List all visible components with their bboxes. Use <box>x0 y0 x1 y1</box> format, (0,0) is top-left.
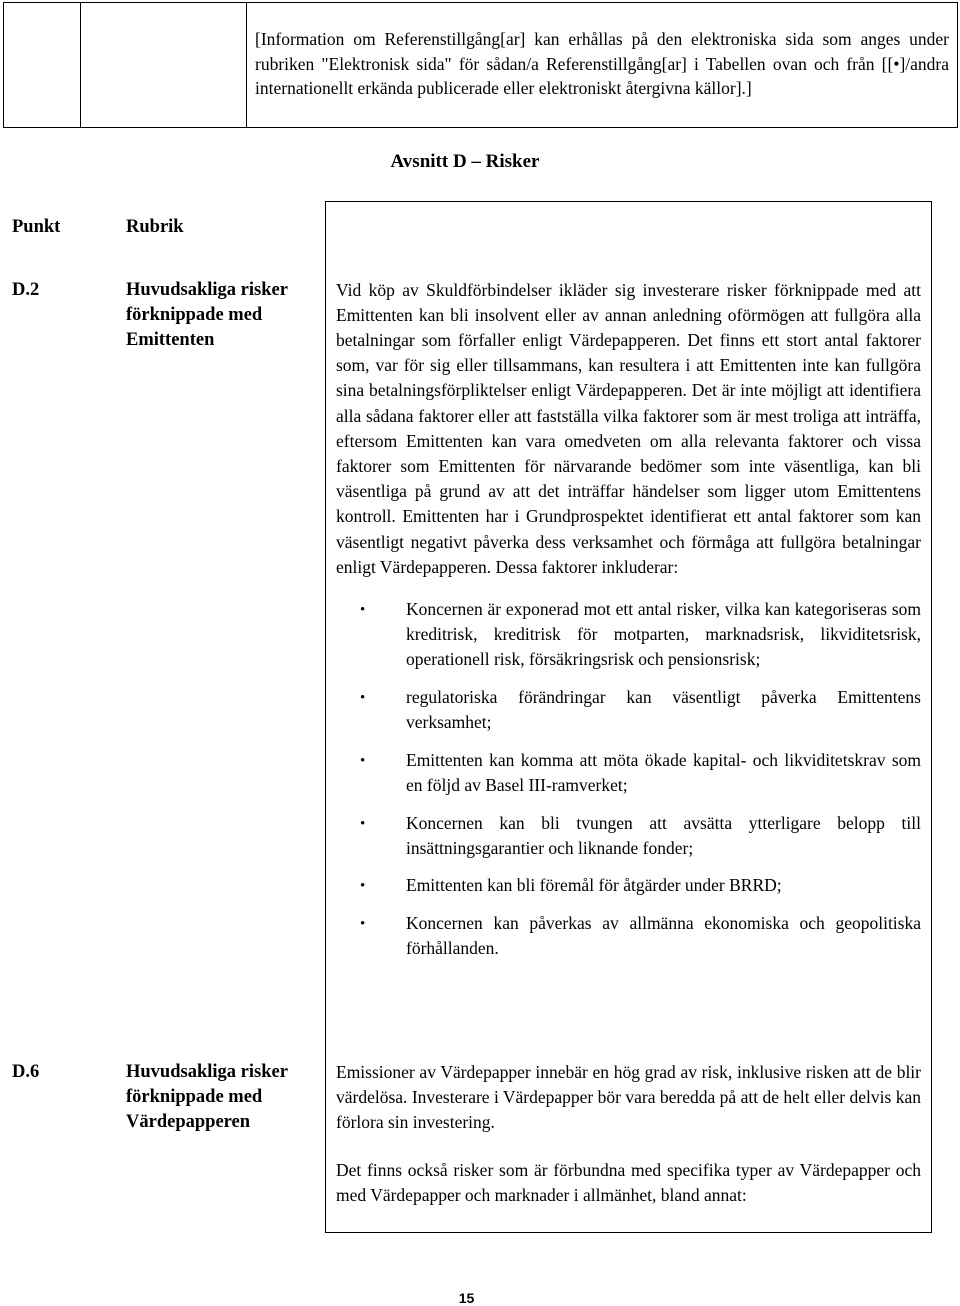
table-row-d2 <box>3 267 932 1057</box>
list-item: • Koncernen är exponerad mot ett antal risker, vilka kan kategoriseras som kreditrisk, kreditrisk för motparten, marknadsrisk, likviditetsrisk, operationell risk, försäkringsrisk och pensionsrisk; <box>360 598 921 670</box>
row-d6-punkt: D.6 <box>12 1061 40 1082</box>
bullet-icon: • <box>360 815 366 832</box>
risk-table <box>3 201 932 1233</box>
header-rubrik: Rubrik <box>126 216 184 237</box>
row-d2-rubrik: Huvudsakliga risker förknippade med Emittenten <box>126 279 288 351</box>
list-item: • Koncernen kan påverkas av allmänna ekonomiska och geopolitiska förhållanden. <box>360 912 921 959</box>
row-d2-punkt: D.2 <box>12 279 40 300</box>
bullet-icon: • <box>360 601 366 618</box>
bullet-icon: • <box>360 752 366 769</box>
bullet-icon: • <box>360 915 366 932</box>
table-row-d6 <box>3 1057 932 1233</box>
bullet-icon: • <box>360 878 366 895</box>
top-note-empty-cell-2 <box>81 3 247 128</box>
list-item: • Emittenten kan bli föremål för åtgärder under BRRD; <box>336 873 921 898</box>
top-note-table <box>3 2 958 128</box>
row-d6-paragraph-1: Emissioner av Värdepapper innebär en hög grad av risk, inklusive risken att de blir värdelösa. Investerare i Värdepapper bör vara beredda på att de helt eller delvis kan förlora sin investering. <box>336 1061 921 1132</box>
row-d2-paragraph: Vid köp av Skuldförbindelser ikläder sig investerare risker förknippade med att Emittenten kan bli insolvent eller av annan anledning oförmögen att fullgöra alla betalningar som förfaller enligt Värdepapperen. Det finns ett stort antal faktorer som, var för sig eller tillsammans, kan resultera i att Emittenten inte kan fullgöra sina betalningsförpliktelser enligt Värdepapperen. Det är inte möjligt att identifiera alla sådana faktorer eller att fastställa vilka faktorer som är mest troliga att inträffa, eftersom Emittenten kan vara omedveten om alla relevanta faktorer och vissa faktorer som Emittenten för närvarande bedömer som inte väsentliga, kan bli väsentliga på grund av att det inträffar händelser som ligger utom Emittentens kontroll. Emittenten har i Grundprospektet identifierat ett antal faktorer som kan väsentligt negativt påverka dess verksamhet och förmåga att fullgöra betalningar enligt Värdepapperen. Dessa faktorer inkluderar: <box>336 279 921 577</box>
header-empty-cell <box>326 202 932 267</box>
top-note-empty-cell-1 <box>4 3 81 128</box>
page-number: 15 <box>458 1290 475 1306</box>
list-item: • Emittenten kan komma att möta ökade kapital- och likviditetskrav som en följd av Basel III-ramverket; <box>360 749 921 795</box>
top-note-text: [Information om Referenstillgång[ar] kan erhållas på den elektroniska sida som anges under rubriken "Elektronisk sida" för sådan/a Referenstillgång[ar] i Tabellen ovan och från [[•]/andra internationellt erkända publicerade eller elektroniskt återgivna källor].] <box>255 29 949 99</box>
row-d6-rubrik: Huvudsakliga risker förknippade med Värdepapperen <box>126 1061 288 1133</box>
top-note-cell <box>247 3 958 128</box>
bullet-icon: • <box>360 689 366 706</box>
header-punkt: Punkt <box>12 216 61 237</box>
list-item: • Koncernen kan bli tvungen att avsätta ytterligare belopp till insättningsgarantier och liknande fonder; <box>360 812 921 858</box>
list-item: • regulatoriska förändringar kan väsentligt påverka Emittentens verksamhet; <box>360 686 921 733</box>
table-header-row <box>3 202 932 267</box>
row-d2-bullet-list <box>336 597 921 961</box>
row-d6-paragraph-2: Det finns också risker som är förbundna med specifika typer av Värdepapper och med Värdepapper och marknader i allmänhet, bland annat: <box>336 1160 921 1206</box>
row-d2-content <box>326 267 932 1057</box>
section-title: Avsnitt D – Risker <box>390 151 540 172</box>
row-d6-content <box>326 1057 932 1233</box>
